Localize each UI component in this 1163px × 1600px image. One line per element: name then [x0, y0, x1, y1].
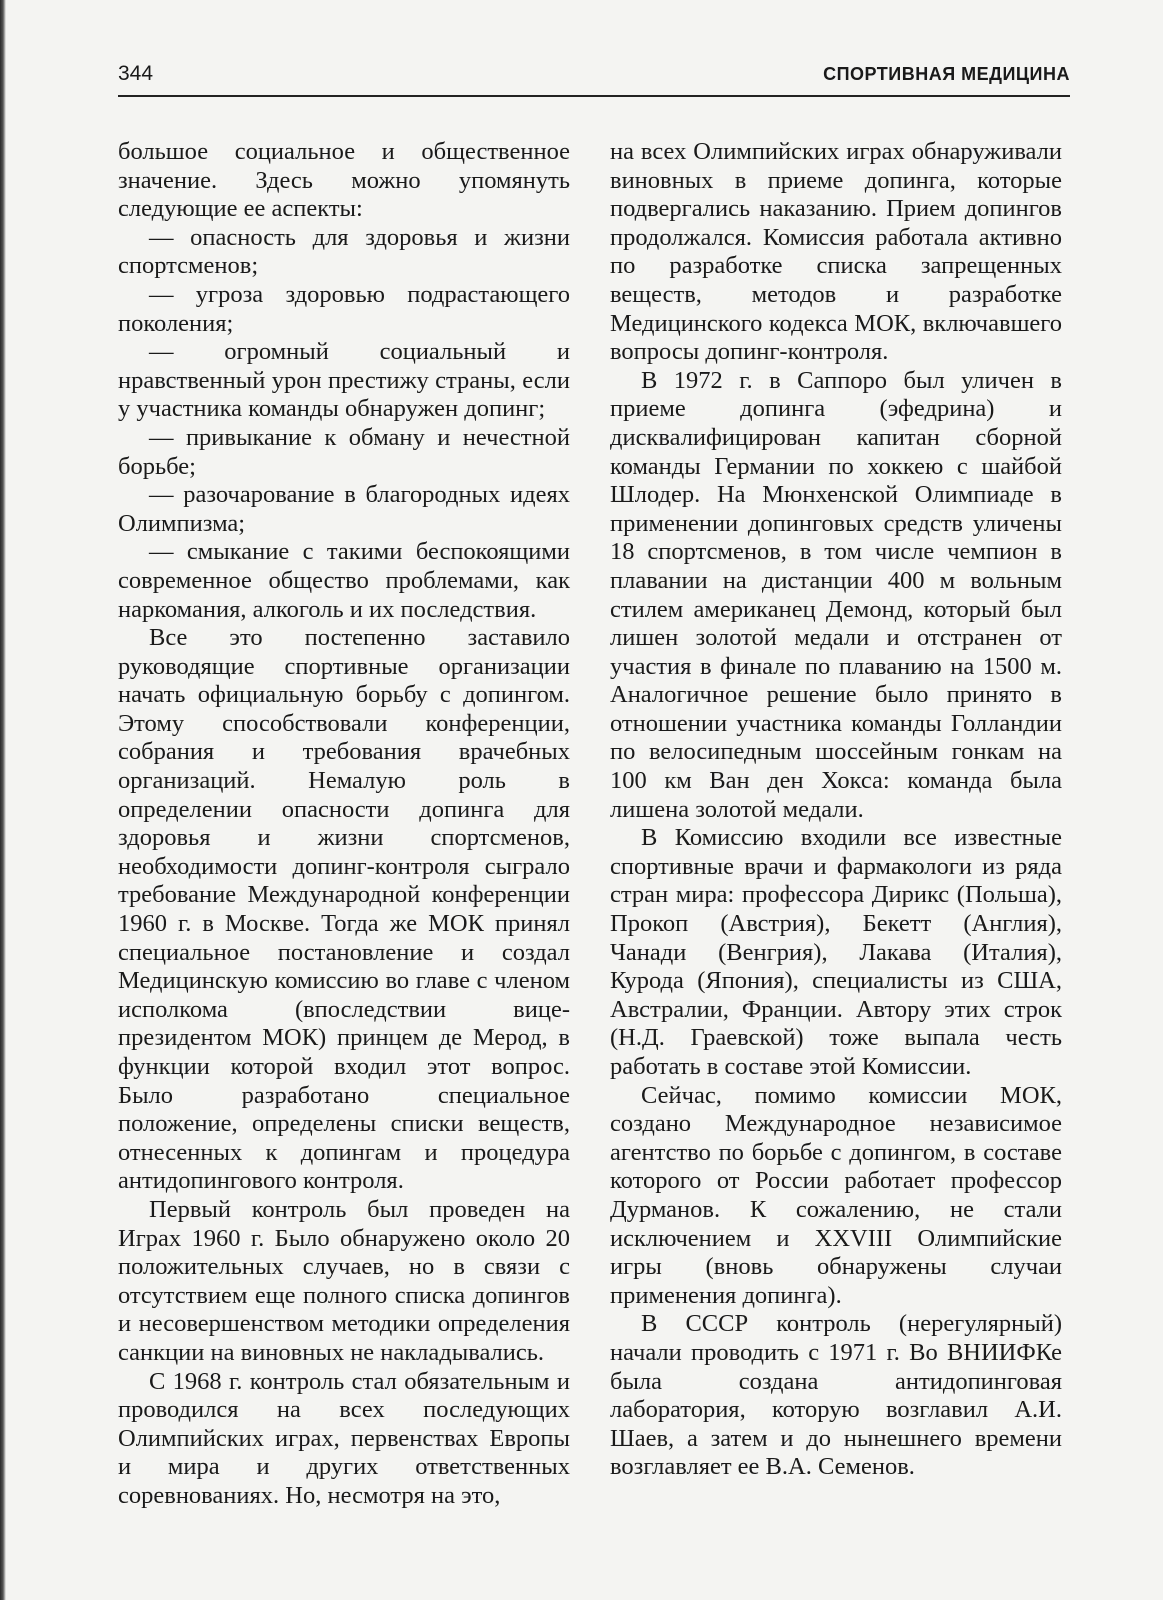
header-rule: [118, 95, 1070, 97]
paragraph: Все это постепенно заставило руководящие спортивные организации начать официальную борьбу с допингом. Этому способствовали конференции, собрания и требования врачебных организаций. Немалую роль в определении опасности допинга для здоровья и жизни спортсменов, необходимости допинг-контроля сыграло требование Международной конференции 1960 г. в Москве. Тогда же МОК принял специальное постановление и создал Медицинскую комиссию во главе с членом исполкома (впоследствии вице-президентом МОК) принцем де Мерод, в функции которой входил этот вопрос. Было разработано специальное положение, определены списки веществ, отнесенных к допингам и процедура антидопингового контроля.: [118, 624, 570, 1195]
paragraph: В СССР контроль (нерегулярный) начали проводить с 1971 г. Во ВНИИФКе была создана антидопинговая лаборатория, которую возглавил А.И. Шаев, а затем и до нынешнего времени возглавляет ее В.А. Семенов.: [610, 1310, 1062, 1481]
paragraph: большое социальное и общественное значение. Здесь можно упомянуть следующие ее аспекты:: [118, 138, 570, 223]
running-title: СПОРТИВНАЯ МЕДИЦИНА: [823, 64, 1070, 84]
scan-edge: [0, 0, 6, 1600]
paragraph: Сейчас, помимо комиссии МОК, создано Международное независимое агентство по борьбе с допингом, в составе которого от России работает профессор Дурманов. К сожалению, не стали исключением и XXVIII Олимпийские игры (вновь обнаружены случаи применения допинга).: [610, 1081, 1062, 1309]
page-number: 344: [118, 62, 154, 85]
list-item: — опасность для здоровья и жизни спортсменов;: [118, 223, 570, 280]
paragraph: на всех Олимпийских играх обнаруживали виновных в приеме допинга, которые подвергались наказанию. Прием допингов продолжался. Комиссия работала активно по разработке списка запрещенных веществ, методов и разработке Медицинского кодекса МОК, включавшего вопросы допинг-контроля.: [610, 138, 1062, 366]
paragraph: В Комиссию входили все известные спортивные врачи и фармакологи из ряда стран мира: профессора Дирикс (Польша), Прокоп (Австрия), Бекетт (Англия), Чанади (Венгрия), Лакава (Италия), Курода (Япония), специалисты из США, Австралии, Франции. Автору этих строк (Н.Д. Граевской) тоже выпала честь работать в составе этой Комиссии.: [610, 824, 1062, 1080]
left-column: [118, 138, 570, 1511]
list-item: — огромный социальный и нравственный урон престижу страны, если у участника команды обнаружен допинг;: [118, 338, 570, 423]
paragraph: Первый контроль был проведен на Играх 1960 г. Было обнаружено около 20 положительных случаев, но в связи с отсутствием еще полного списка допингов и несовершенством методики определения санкции на виновных не накладывались.: [118, 1195, 570, 1366]
paragraph: В 1972 г. в Саппоро был уличен в приеме допинга (эфедрина) и дисквалифицирован капитан сборной команды Германии по хоккею с шайбой Шлодер. На Мюнхенской Олимпиаде в применении допинговых средств уличены 18 спортсменов, в том числе чемпион в плавании на дистанции 400 м вольным стилем американец Демонд, который был лишен золотой медали и отстранен от участия в финале по плаванию на 1500 м. Аналогичное решение было принято в отношении участника команды Голландии по велосипедным шоссейным гонкам на 100 км Ван ден Хокса: команда была лишена золотой медали.: [610, 366, 1062, 823]
page-header: [118, 58, 1070, 98]
list-item: — разочарование в благородных идеях Олимпизма;: [118, 481, 570, 537]
paragraph: С 1968 г. контроль стал обязательным и проводился на всех последующих Олимпийских играх, первенствах Европы и мира и других ответственных соревнованиях. Но, несмотря на это,: [118, 1367, 570, 1509]
list-item: — угроза здоровью подрастающего поколения;: [118, 280, 570, 337]
right-column: [610, 138, 1062, 1482]
list-item: — смыкание с такими беспокоящими современное общество проблемами, как наркомания, алкоголь и их последствия.: [118, 538, 570, 623]
list-item: — привыкание к обману и нечестной борьбе;: [118, 423, 570, 480]
